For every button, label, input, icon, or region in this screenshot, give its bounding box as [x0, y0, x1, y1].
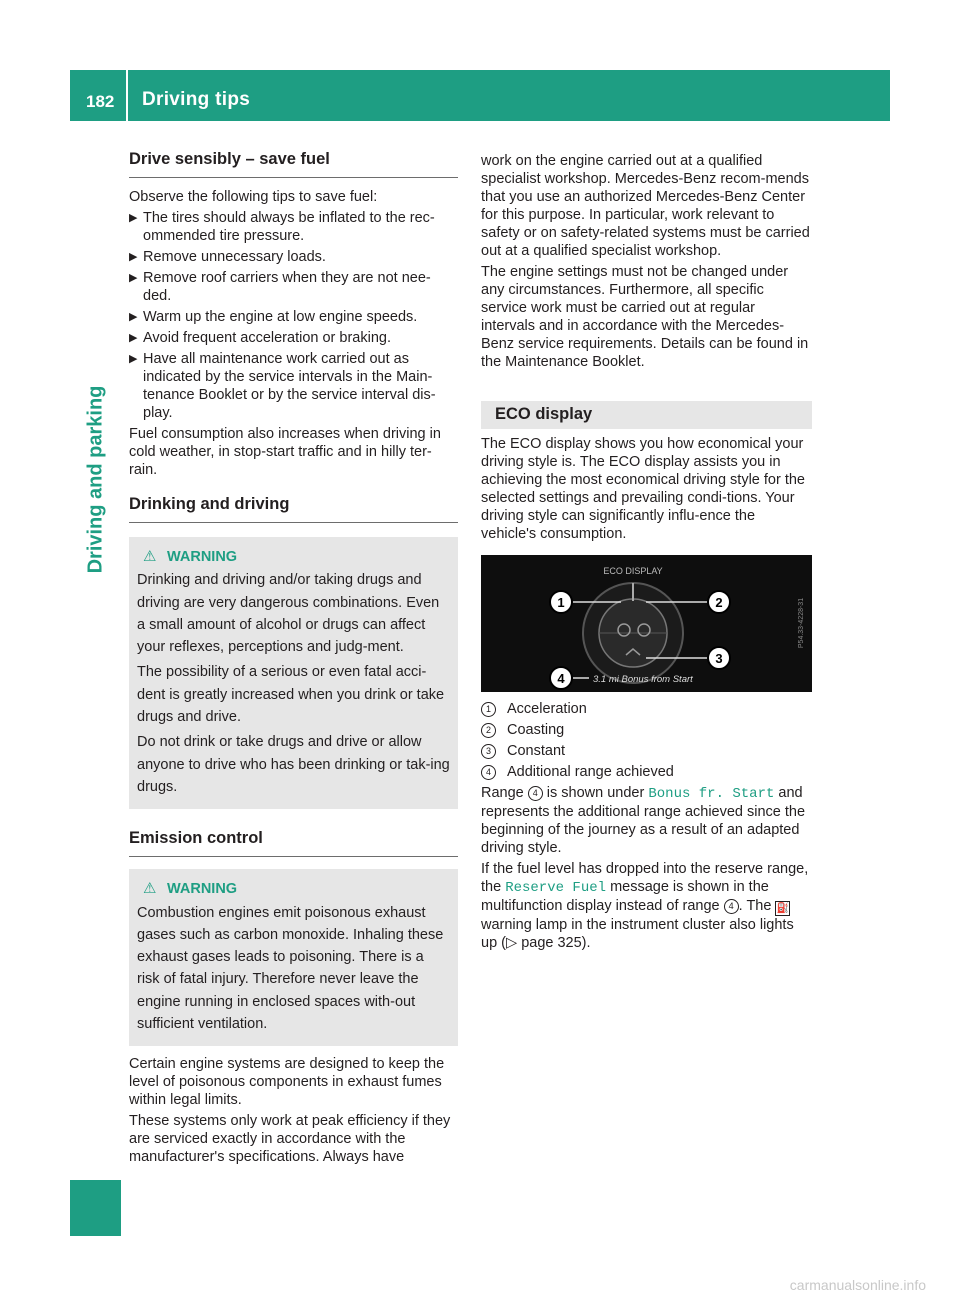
eco-screen-title: ECO DISPLAY — [603, 566, 663, 576]
eco-paragraph: The ECO display shows you how economical your driving style is. The ECO display assists you in achieving the most economical driving style for the selected settings and prevailing condi-tions. Your driving style can significantly influ-ence the vehicle's consumption. — [481, 436, 805, 542]
legend-item: 4 Additional range achieved — [481, 763, 812, 781]
drinking-warning-box — [129, 537, 458, 809]
continued-paragraph: work on the engine carried out at a qualified specialist workshop. Mercedes-Benz recom-mends that you use an authorized Mercedes-Benz Center for this purpose. In particular, work relevant to safety or on safety-related systems must be carried out at a qualified specialist workshop. — [481, 153, 810, 259]
callout-number: 4 — [724, 899, 739, 914]
warning-text: Drinking and driving and/or taking drugs and driving are very dangerous combinations. Even a small amount of alcohol or drugs can affect your reflexes, perceptions and judg-ment. — [137, 572, 440, 656]
list-item: ▶ Remove roof carriers when they are not nee-ded. — [129, 270, 431, 304]
side-tab-label: Driving and parking — [84, 385, 107, 574]
side-tab-marker — [70, 1180, 121, 1236]
list-item: ▶ Warm up the engine at low engine speeds. — [129, 309, 418, 325]
page-reference-arrow-icon: ▷ — [506, 935, 518, 951]
warning-text: Combustion engines emit poisonous exhaust gases such as carbon monoxide. Inhaling these exhaust gases leads to poisoning. There is a risk of fatal injury. Therefore never leave the engine running in enclosed spaces with-out sufficient ventilation. — [137, 904, 444, 1033]
legend-item: 2 Coasting — [481, 721, 812, 739]
save-fuel-outro: Fuel consumption also increases when driving in cold weather, in stop-start traffic and in hilly ter-rain. — [129, 426, 441, 478]
warning-title: ⚠ WARNING — [137, 546, 450, 568]
callout-4 — [550, 667, 572, 689]
eco-display-figure — [481, 555, 812, 692]
page-number: 182 — [86, 92, 115, 111]
callout-number: 3 — [481, 744, 496, 759]
figure-legend — [481, 700, 812, 781]
svg-text:2: 2 — [715, 595, 723, 610]
page-title: Driving tips — [142, 89, 251, 110]
warning-text: The possibility of a serious or even fatal acci-dent is greatly increased when you drink or take drugs and drive. — [137, 664, 445, 726]
display-message-code: Reserve Fuel — [505, 880, 607, 896]
list-item: ▶ Avoid frequent acceleration or braking. — [129, 330, 391, 346]
bullet-arrow-icon: ▶ — [129, 212, 138, 224]
header-divider — [126, 70, 128, 121]
emission-heading: Emission control — [129, 829, 458, 857]
warning-text: Do not drink or take drugs and drive or allow anyone to drive who has been drinking or tak-ing drugs. — [137, 734, 450, 795]
eco-display-illustration — [481, 555, 812, 692]
svg-text:1: 1 — [557, 595, 565, 610]
left-column — [129, 150, 458, 1169]
emission-warning-box — [129, 869, 458, 1046]
warning-triangle-icon: ⚠ — [143, 880, 157, 898]
footer-watermark: carmanualsonline.info — [789, 1277, 926, 1293]
callout-2 — [708, 591, 730, 613]
callout-number: 1 — [481, 702, 496, 717]
range-paragraph: Range 4 is shown under Bonus fr. Start and represents the additional range achieved since the beginning of the journey as a result of an adapted driving style. — [481, 785, 806, 856]
callout-number: 4 — [481, 765, 496, 780]
display-message-code: Bonus fr. Start — [648, 786, 775, 802]
save-fuel-heading: Drive sensibly – save fuel — [129, 150, 458, 178]
bullet-arrow-icon: ▶ — [129, 311, 138, 323]
bullet-arrow-icon: ▶ — [129, 332, 138, 344]
eco-heading: ECO display — [481, 401, 812, 429]
legend-item: 3 Constant — [481, 742, 812, 760]
bullet-arrow-icon: ▶ — [129, 251, 138, 263]
list-item: ▶ The tires should always be inflated to the rec-ommended tire pressure. — [129, 210, 435, 244]
svg-text:3: 3 — [715, 651, 723, 666]
callout-1 — [550, 591, 572, 613]
page-header — [70, 70, 890, 121]
callout-number: 4 — [528, 786, 543, 801]
legend-item: 1 Acceleration — [481, 700, 812, 718]
svg-text:4: 4 — [557, 671, 565, 686]
right-column — [481, 152, 812, 955]
save-fuel-intro: Observe the following tips to save fuel: — [129, 189, 378, 205]
list-item: ▶ Remove unnecessary loads. — [129, 249, 326, 265]
warning-triangle-icon: ⚠ — [143, 548, 157, 565]
list-item: ▶ Have all maintenance work carried out as indicated by the service intervals in the Main-tenance Booklet or by the service interval dis-play. — [129, 351, 436, 421]
warning-title: ⚠ WARNING — [137, 878, 450, 900]
continued-paragraph: The engine settings must not be changed under any circumstances. Furthermore, all specific service work must be carried out at regular intervals and in accordance with the Mercedes-Benz service requirements. Details can be found in the Maintenance Booklet. — [481, 264, 809, 370]
bullet-arrow-icon: ▶ — [129, 353, 138, 365]
figure-code: P54.33-4228-31 — [798, 597, 805, 649]
eco-readout: 3.1 mi Bonus from Start — [593, 674, 693, 685]
callout-number: 2 — [481, 723, 496, 738]
emission-paragraph: Certain engine systems are designed to keep the level of poisonous components in exhaust fumes within legal limits. — [129, 1056, 445, 1109]
reserve-paragraph: If the fuel level has dropped into the reserve range, the Reserve Fuel message is shown in the multifunction display instead of range 4 . The ⛽ warning lamp in the instrument cluster also lights up (▷ page 325). — [481, 861, 809, 951]
fuel-pump-icon: ⛽ — [776, 903, 790, 914]
callout-3 — [708, 647, 730, 669]
drinking-heading: Drinking and driving — [129, 495, 458, 523]
bullet-arrow-icon: ▶ — [129, 272, 138, 284]
emission-paragraph: These systems only work at peak efficiency if they are serviced exactly in accordance with the manufacturer's specifications. Always have — [129, 1113, 451, 1166]
